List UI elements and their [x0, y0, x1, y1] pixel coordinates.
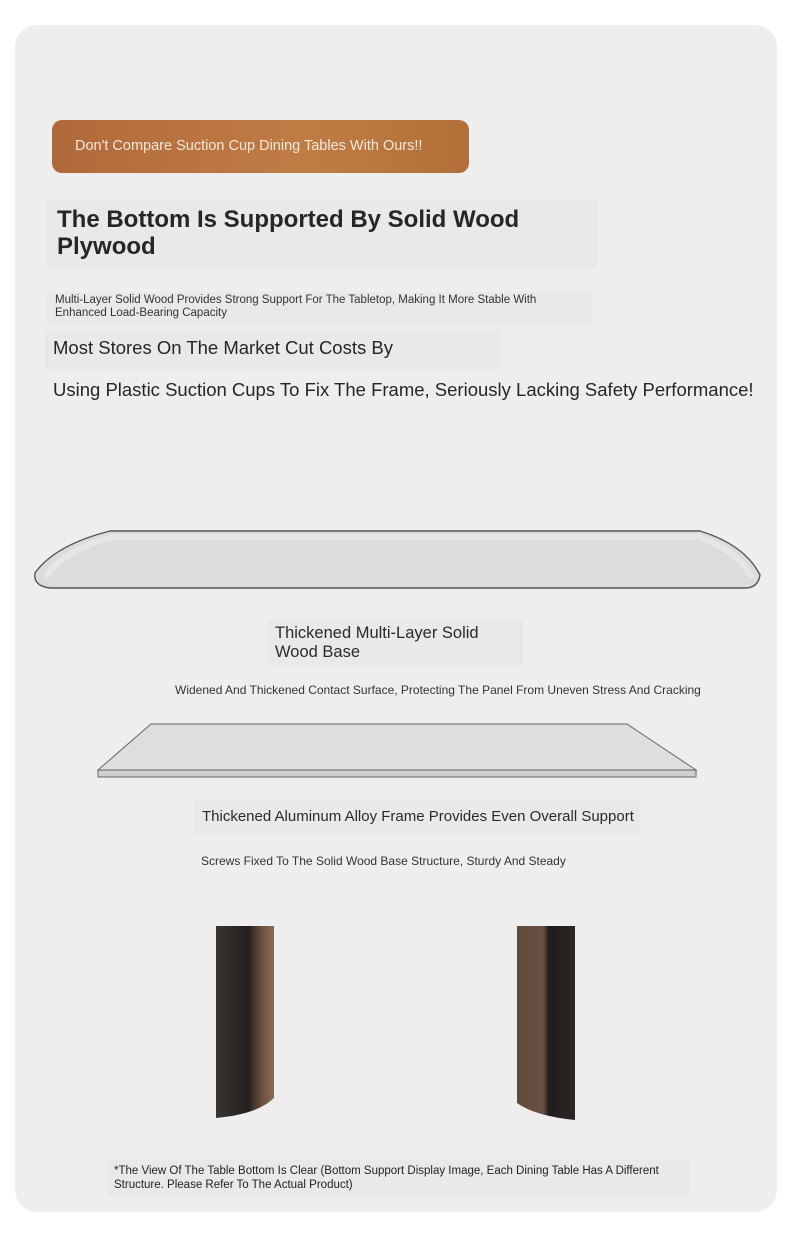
banner-text: Don't Compare Suction Cup Dining Tables With Ours!!	[75, 138, 423, 154]
frame-description: Screws Fixed To The Solid Wood Base Structure, Sturdy And Steady	[201, 854, 566, 868]
wood-base-description: Widened And Thickened Contact Surface, Protecting The Panel From Uneven Stress And Cracking	[175, 683, 701, 697]
table-leg-left	[216, 926, 274, 1118]
table-leg-right	[517, 926, 575, 1120]
footnote: *The View Of The Table Bottom Is Clear (Bottom Support Display Image, Each Dining Table Has A Different Structure. Please Refer To The Actual Product)	[114, 1165, 659, 1191]
page-title: The Bottom Is Supported By Solid Wood Plywood	[57, 206, 520, 260]
wood-base-title: Thickened Multi-Layer Solid Wood Base	[275, 624, 479, 661]
frame-title: Thickened Aluminum Alloy Frame Provides Even Overall Support	[202, 808, 634, 825]
statement-line-2: Using Plastic Suction Cups To Fix The Frame, Seriously Lacking Safety Performance!	[53, 379, 754, 400]
aluminum-frame-panel	[98, 724, 696, 770]
subtitle: Multi-Layer Solid Wood Provides Strong Support For The Tabletop, Making It More Stable With Enhanced Load-Bearing Capacity	[55, 294, 537, 319]
statement-line-1: Most Stores On The Market Cut Costs By	[53, 337, 393, 358]
